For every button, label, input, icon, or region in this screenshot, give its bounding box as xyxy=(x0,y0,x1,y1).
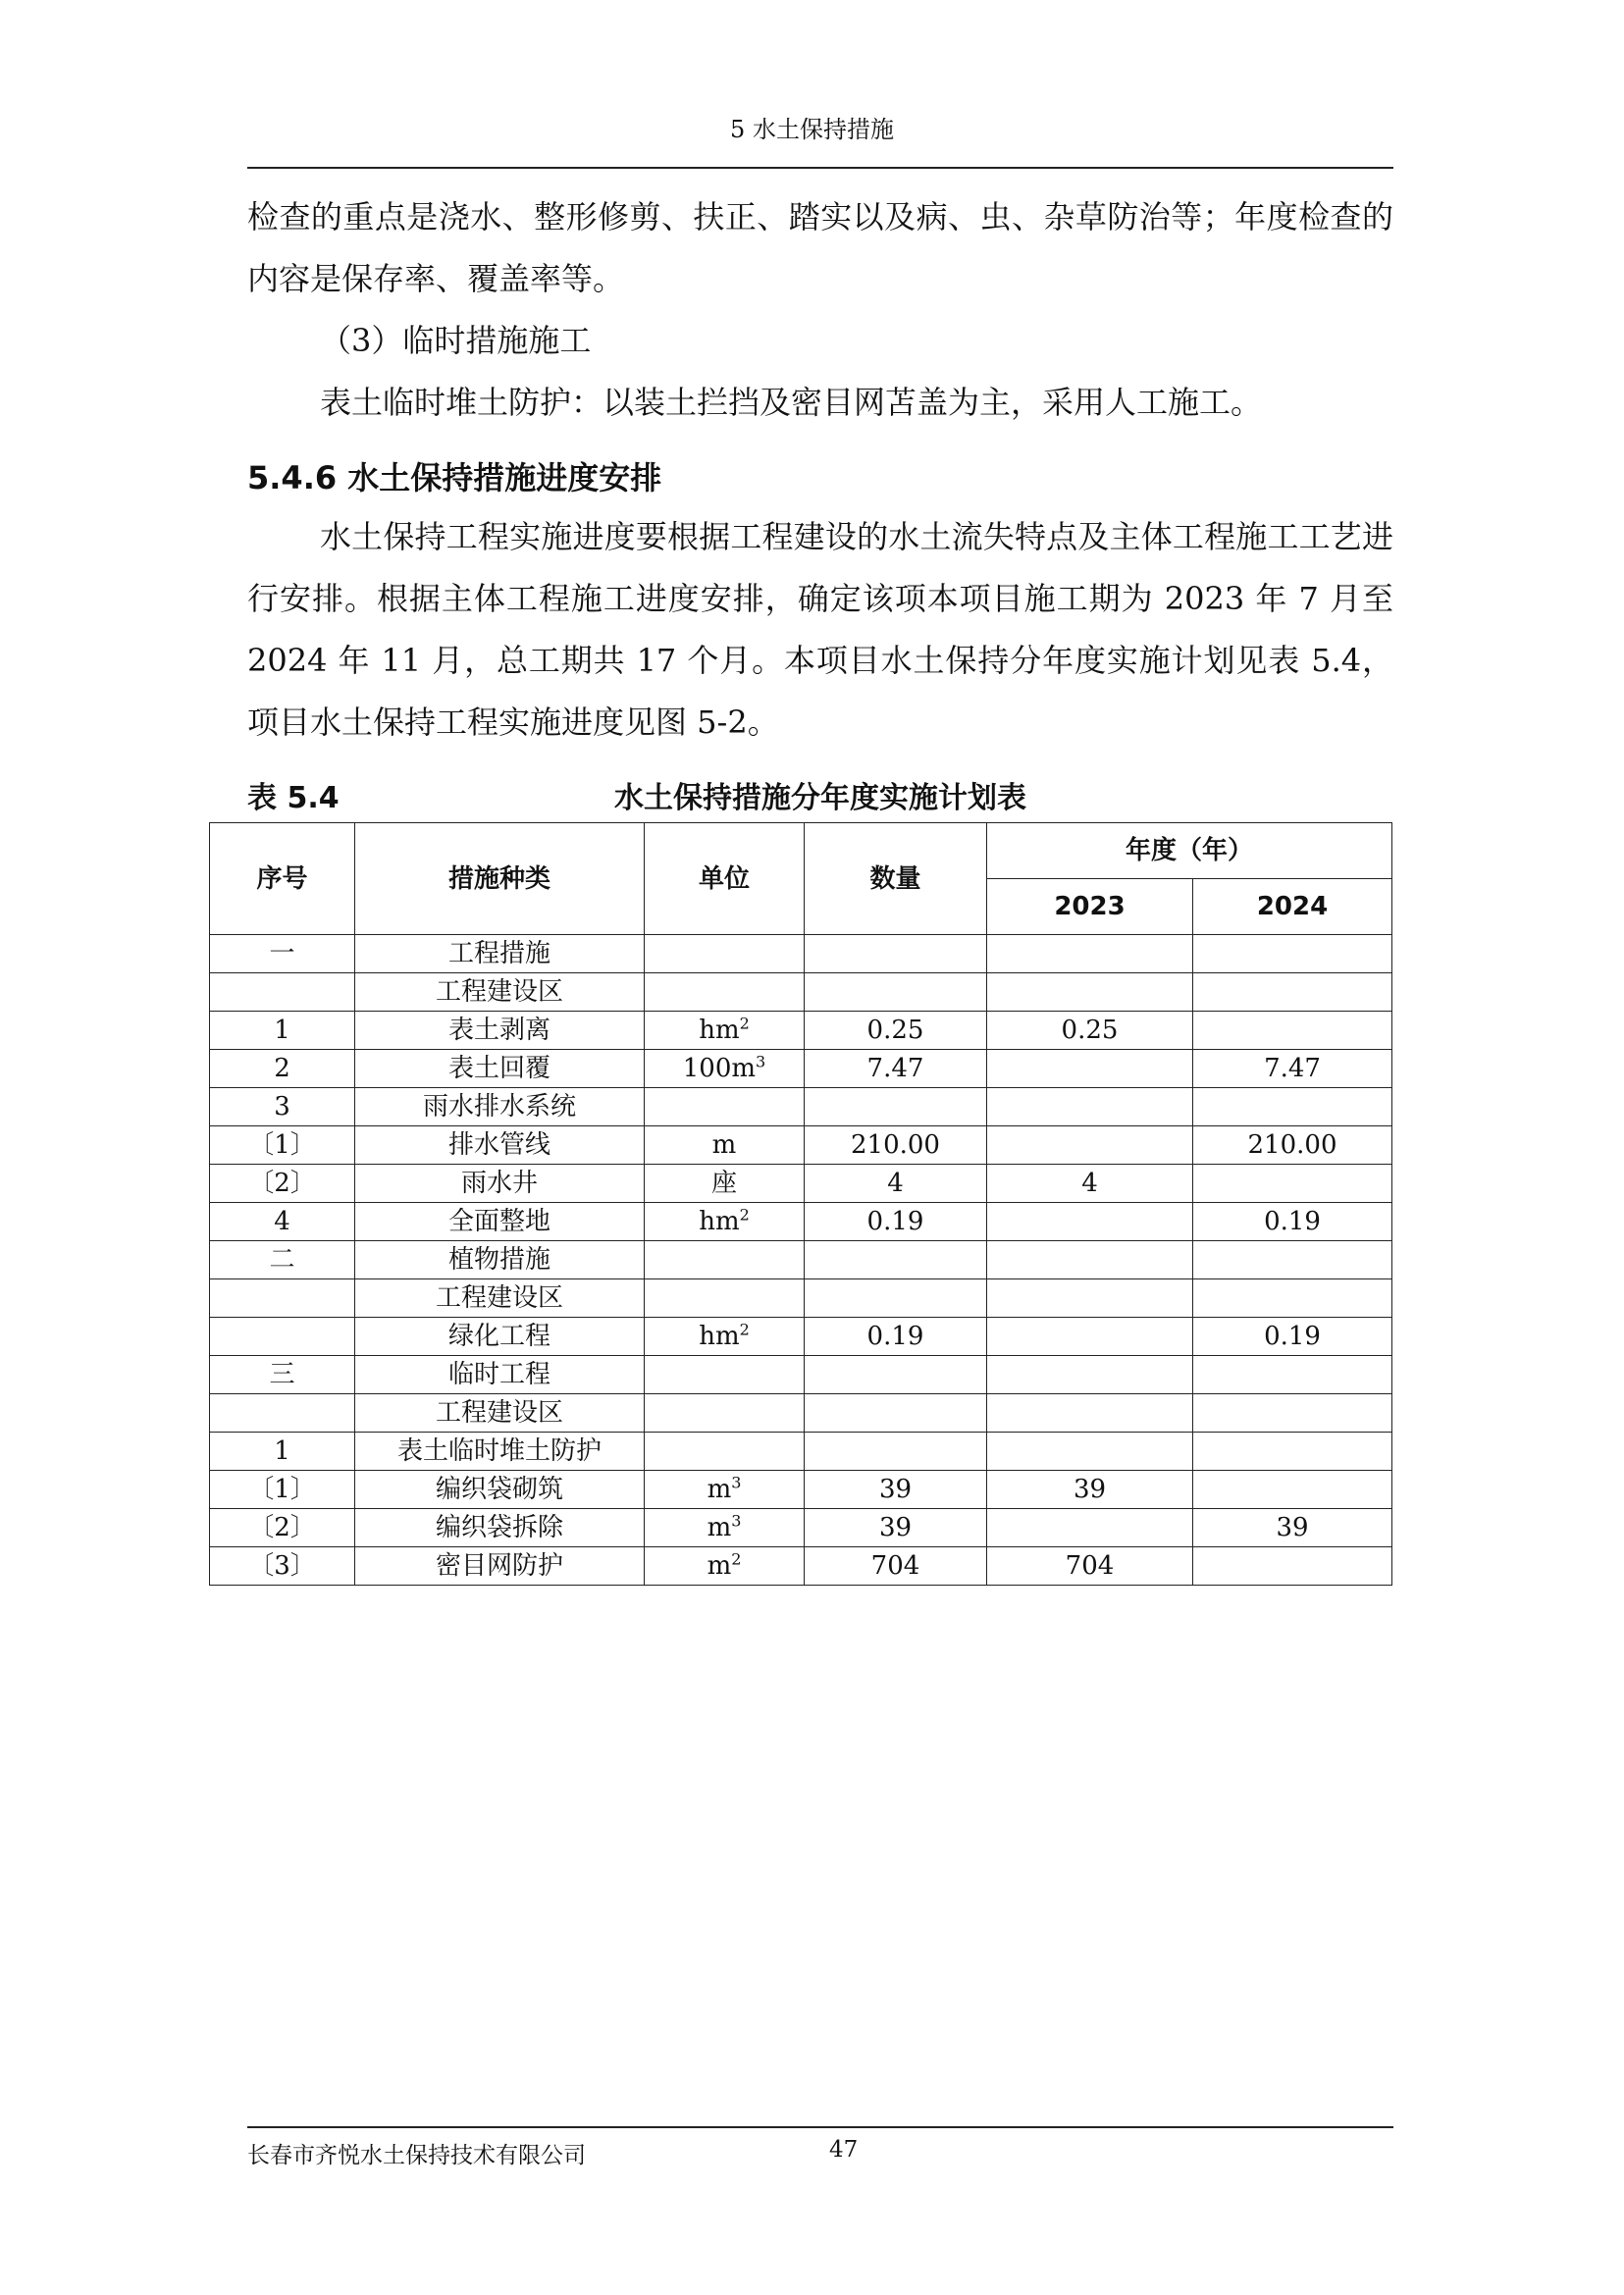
cell-quantity: 7.47 xyxy=(805,1050,987,1088)
cell-unit xyxy=(645,1471,805,1509)
paragraph-schedule: 水土保持工程实施进度要根据工程建设的水土流失特点及主体工程施工工艺进行安排。根据主体工程施工进度安排，确定该项本项目施工期为 2023 年 7 月至 2024 年 11 月，总工期共 17 个月。本项目水土保持分年度实施计划见表 5.4，项目水土保持工程实施进度见图 5-2。 xyxy=(247,518,1393,741)
cell-year-2024 xyxy=(1193,1241,1392,1279)
cell-unit xyxy=(645,1279,805,1318)
cell-seq: 〔2〕 xyxy=(210,1509,355,1547)
table-row xyxy=(210,1126,1392,1165)
unit-base: 100m xyxy=(682,1054,757,1083)
cell-year-2023 xyxy=(987,1433,1193,1471)
cell-measure-type: 表土回覆 xyxy=(355,1050,645,1088)
cell-measure-type: 编织袋砌筑 xyxy=(355,1471,645,1509)
cell-year-2023 xyxy=(987,1509,1193,1547)
cell-quantity xyxy=(805,973,987,1012)
cell-measure-type: 工程措施 xyxy=(355,935,645,973)
cell-seq: 〔1〕 xyxy=(210,1126,355,1165)
cell-seq: 二 xyxy=(210,1241,355,1279)
cell-year-2024 xyxy=(1193,1088,1392,1126)
cell-year-2023 xyxy=(987,1356,1193,1394)
cell-quantity: 0.25 xyxy=(805,1012,987,1050)
cell-unit xyxy=(645,1165,805,1203)
section-heading: 5.4.6 水土保持措施进度安排 xyxy=(247,459,662,496)
unit-base: m xyxy=(707,1551,732,1581)
cell-year-2024: 39 xyxy=(1193,1509,1392,1547)
cell-seq: 4 xyxy=(210,1203,355,1241)
cell-unit xyxy=(645,1433,805,1471)
cell-seq xyxy=(210,973,355,1012)
header-year-group: 年度（年） xyxy=(987,823,1392,879)
unit-base: hm xyxy=(699,1322,740,1351)
table-row xyxy=(210,1241,1392,1279)
cell-year-2024 xyxy=(1193,1547,1392,1586)
cell-measure-type: 表土临时堆土防护 xyxy=(355,1433,645,1471)
cell-seq: 一 xyxy=(210,935,355,973)
cell-measure-type: 表土剥离 xyxy=(355,1012,645,1050)
cell-year-2024 xyxy=(1193,1433,1392,1471)
cell-unit xyxy=(645,1012,805,1050)
cell-quantity: 0.19 xyxy=(805,1203,987,1241)
paragraph-inspection: 检查的重点是浇水、整形修剪、扶正、踏实以及病、虫、杂草防治等；年度检查的内容是保存率、覆盖率等。 xyxy=(247,198,1393,297)
cell-measure-type: 工程建设区 xyxy=(355,1394,645,1433)
header-year-2023: 2023 xyxy=(987,879,1193,935)
unit-exponent: 3 xyxy=(731,1511,742,1531)
cell-quantity xyxy=(805,1241,987,1279)
cell-seq: 〔1〕 xyxy=(210,1471,355,1509)
cell-seq xyxy=(210,1318,355,1356)
cell-measure-type: 植物措施 xyxy=(355,1241,645,1279)
cell-unit xyxy=(645,1318,805,1356)
cell-quantity: 4 xyxy=(805,1165,987,1203)
cell-measure-type: 编织袋拆除 xyxy=(355,1509,645,1547)
cell-year-2024 xyxy=(1193,1165,1392,1203)
footer-company: 长春市齐悦水土保持技术有限公司 xyxy=(247,2143,586,2168)
unit-exponent: 2 xyxy=(739,1320,750,1339)
cell-seq: 1 xyxy=(210,1012,355,1050)
table-row xyxy=(210,1394,1392,1433)
unit-base: 座 xyxy=(710,1169,737,1198)
table-body xyxy=(210,935,1392,1586)
cell-seq: 2 xyxy=(210,1050,355,1088)
cell-year-2023: 704 xyxy=(987,1547,1193,1586)
header-divider xyxy=(247,167,1393,169)
cell-quantity xyxy=(805,935,987,973)
cell-year-2024: 0.19 xyxy=(1193,1318,1392,1356)
cell-quantity xyxy=(805,1279,987,1318)
cell-year-2023 xyxy=(987,935,1193,973)
cell-measure-type: 绿化工程 xyxy=(355,1318,645,1356)
header-measure-type: 措施种类 xyxy=(355,823,645,935)
cell-year-2023 xyxy=(987,1279,1193,1318)
header-unit: 单位 xyxy=(645,823,805,935)
cell-unit xyxy=(645,1203,805,1241)
cell-year-2023 xyxy=(987,1241,1193,1279)
table-row xyxy=(210,1547,1392,1586)
page-header-title: 5 水土保持措施 xyxy=(730,116,894,143)
cell-quantity xyxy=(805,1433,987,1471)
paragraph-temporary-measures-heading: （3）临时措施施工 xyxy=(320,322,592,359)
cell-quantity xyxy=(805,1356,987,1394)
cell-quantity: 704 xyxy=(805,1547,987,1586)
cell-year-2023 xyxy=(987,973,1193,1012)
unit-base: m xyxy=(707,1513,732,1542)
cell-year-2024: 7.47 xyxy=(1193,1050,1392,1088)
unit-base: m xyxy=(711,1130,737,1160)
cell-year-2024 xyxy=(1193,935,1392,973)
cell-unit xyxy=(645,935,805,973)
unit-exponent: 2 xyxy=(739,1014,750,1033)
table-title: 水土保持措施分年度实施计划表 xyxy=(614,781,1026,815)
table-caption xyxy=(247,773,1393,815)
cell-year-2023: 4 xyxy=(987,1165,1193,1203)
cell-year-2023 xyxy=(987,1318,1193,1356)
cell-year-2023 xyxy=(987,1050,1193,1088)
cell-year-2023: 0.25 xyxy=(987,1012,1193,1050)
header-quantity: 数量 xyxy=(805,823,987,935)
table-number: 表 5.4 xyxy=(247,781,340,815)
cell-measure-type: 密目网防护 xyxy=(355,1547,645,1586)
cell-measure-type: 雨水井 xyxy=(355,1165,645,1203)
cell-quantity: 39 xyxy=(805,1471,987,1509)
cell-year-2023 xyxy=(987,1394,1193,1433)
cell-year-2024 xyxy=(1193,1279,1392,1318)
cell-measure-type: 工程建设区 xyxy=(355,1279,645,1318)
cell-seq: 3 xyxy=(210,1088,355,1126)
unit-base: hm xyxy=(699,1016,740,1045)
annual-plan-table xyxy=(209,822,1392,1586)
cell-quantity xyxy=(805,1088,987,1126)
cell-measure-type: 排水管线 xyxy=(355,1126,645,1165)
footer-divider xyxy=(247,2126,1393,2128)
cell-year-2023 xyxy=(987,1203,1193,1241)
header-year-2024: 2024 xyxy=(1193,879,1392,935)
cell-seq: 〔3〕 xyxy=(210,1547,355,1586)
table-row xyxy=(210,1203,1392,1241)
table-row xyxy=(210,973,1392,1012)
table-row xyxy=(210,935,1392,973)
cell-year-2024: 0.19 xyxy=(1193,1203,1392,1241)
table-row xyxy=(210,1165,1392,1203)
cell-unit xyxy=(645,1088,805,1126)
unit-base: hm xyxy=(699,1207,740,1236)
unit-base: m xyxy=(707,1475,732,1504)
cell-year-2024 xyxy=(1193,1394,1392,1433)
cell-seq xyxy=(210,1279,355,1318)
cell-year-2023 xyxy=(987,1088,1193,1126)
cell-quantity: 210.00 xyxy=(805,1126,987,1165)
cell-unit xyxy=(645,1241,805,1279)
cell-seq: 1 xyxy=(210,1433,355,1471)
table-row xyxy=(210,1509,1392,1547)
cell-seq: 〔2〕 xyxy=(210,1165,355,1203)
paragraph-topsoil-protection: 表土临时堆土防护：以装土拦挡及密目网苫盖为主，采用人工施工。 xyxy=(320,384,1263,421)
unit-exponent: 3 xyxy=(731,1473,742,1492)
table-row xyxy=(210,1279,1392,1318)
cell-quantity: 0.19 xyxy=(805,1318,987,1356)
cell-unit xyxy=(645,1509,805,1547)
unit-exponent: 3 xyxy=(756,1052,766,1071)
table-row xyxy=(210,1088,1392,1126)
table-row xyxy=(210,1471,1392,1509)
header-seq: 序号 xyxy=(210,823,355,935)
table-row xyxy=(210,1433,1392,1471)
cell-measure-type: 临时工程 xyxy=(355,1356,645,1394)
cell-measure-type: 全面整地 xyxy=(355,1203,645,1241)
cell-measure-type: 工程建设区 xyxy=(355,973,645,1012)
cell-unit xyxy=(645,1394,805,1433)
cell-seq xyxy=(210,1394,355,1433)
unit-exponent: 2 xyxy=(731,1549,742,1569)
cell-seq: 三 xyxy=(210,1356,355,1394)
cell-unit xyxy=(645,1547,805,1586)
cell-year-2023: 39 xyxy=(987,1471,1193,1509)
cell-unit xyxy=(645,1126,805,1165)
page-number: 47 xyxy=(829,2137,859,2163)
unit-exponent: 2 xyxy=(739,1205,750,1225)
cell-year-2024 xyxy=(1193,1012,1392,1050)
cell-year-2024 xyxy=(1193,1356,1392,1394)
table-row xyxy=(210,1356,1392,1394)
cell-unit xyxy=(645,1356,805,1394)
cell-year-2023 xyxy=(987,1126,1193,1165)
cell-year-2024 xyxy=(1193,1471,1392,1509)
cell-quantity xyxy=(805,1394,987,1433)
cell-quantity: 39 xyxy=(805,1509,987,1547)
cell-year-2024 xyxy=(1193,973,1392,1012)
table-row xyxy=(210,1318,1392,1356)
cell-unit xyxy=(645,1050,805,1088)
cell-unit xyxy=(645,973,805,1012)
cell-measure-type: 雨水排水系统 xyxy=(355,1088,645,1126)
table-row xyxy=(210,1050,1392,1088)
table-row xyxy=(210,1012,1392,1050)
cell-year-2024: 210.00 xyxy=(1193,1126,1392,1165)
